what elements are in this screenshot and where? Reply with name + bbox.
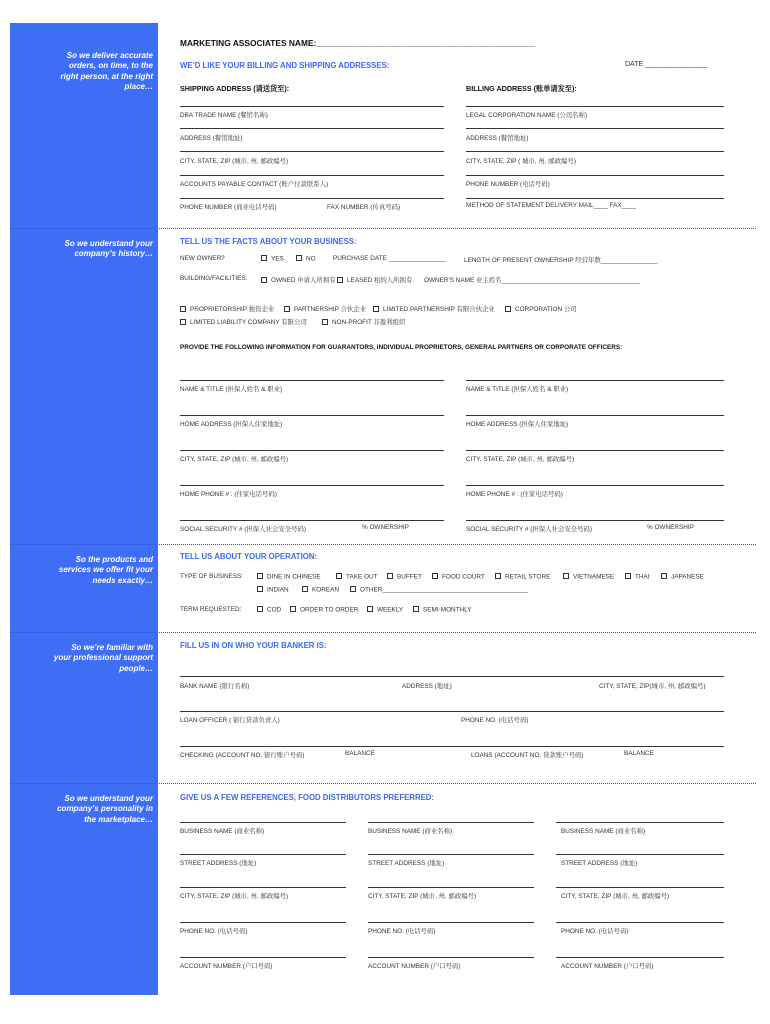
section-divider <box>10 783 756 784</box>
form-line <box>180 106 444 107</box>
guarantor2-ownership-field[interactable]: % OWNERSHIP <box>647 524 694 531</box>
form-line <box>180 822 346 823</box>
billing-section-title: WE’D LIKE YOUR BILLING AND SHIPPING ADDRESSES: <box>180 61 390 70</box>
loans-account-field[interactable]: LOANS (ACCOUNT NO. 贷款账户号码) <box>471 752 584 759</box>
ref1-street-field[interactable]: STREET ADDRESS (地址) <box>180 860 257 867</box>
checkbox-icon[interactable] <box>296 255 302 261</box>
checkbox-icon[interactable] <box>336 573 342 579</box>
shipping-address-heading: SHIPPING ADDRESS (请送货至): <box>180 84 290 93</box>
guarantor1-address-field[interactable]: HOME ADDRESS (担保人住家地址) <box>180 421 283 428</box>
sidebar-blurb-personality: So we understand your company’s personality in the marketplace… <box>57 794 153 824</box>
form-line <box>466 415 724 416</box>
new-owner-yes-option[interactable]: YES <box>261 255 284 263</box>
form-line <box>180 415 444 416</box>
form-line <box>180 450 444 451</box>
form-line <box>180 380 444 381</box>
checkbox-icon[interactable] <box>367 606 373 612</box>
banker-section-title: FILL US IN ON WHO YOUR BANKER IS: <box>180 641 327 650</box>
form-line <box>368 822 534 823</box>
checkbox-icon[interactable] <box>432 573 438 579</box>
form-line <box>180 520 444 521</box>
checkbox-icon[interactable] <box>180 306 186 312</box>
sidebar-blurb-products: So the products and services we offer fit your needs exactly… <box>58 555 153 585</box>
entity-limited-partnership-option[interactable]: LIMITED PARTNERSHIP 有限合伙企业 <box>373 304 495 313</box>
form-line <box>556 887 724 888</box>
billing-address-field[interactable]: ADDRESS (餐馆地址) <box>466 135 529 142</box>
checkbox-icon[interactable] <box>413 606 419 612</box>
entity-nonprofit-option[interactable]: NON-PROFIT 非盈利组织 <box>322 317 405 326</box>
shipping-city-field[interactable]: CITY, STATE, ZIP (城市, 州, 邮政编号) <box>180 158 289 165</box>
billing-address-heading: BILLING ADDRESS (账单请发至): <box>466 84 577 93</box>
ref1-phone-field[interactable]: PHONE NO. (电话号码) <box>180 928 248 935</box>
form-line <box>180 128 444 129</box>
form-line <box>466 175 724 176</box>
form-line <box>180 151 444 152</box>
purchase-date-field[interactable]: PURCHASE DATE ________________ <box>333 255 446 262</box>
checkbox-icon[interactable] <box>373 306 379 312</box>
bank-address-field[interactable]: ADDRESS (地址) <box>402 683 452 690</box>
form-line <box>368 922 534 923</box>
ref3-account-field[interactable]: ACCOUNT NUMBER (户口号码) <box>561 963 654 970</box>
type-retail-store-option[interactable]: RETAIL STORE <box>495 573 550 581</box>
entity-corporation-option[interactable]: CORPORATION 公司 <box>505 304 577 313</box>
entity-proprietorship-option[interactable]: PROPRIETORSHIP 独资企业 <box>180 304 274 313</box>
references-section-title: GIVE US A FEW REFERENCES, FOOD DISTRIBUTORS PREFERRED: <box>180 793 434 802</box>
term-semi-monthly-option[interactable]: SEMI-MONTHLY <box>413 606 472 614</box>
form-line <box>466 128 724 129</box>
ref2-street-field[interactable]: STREET ADDRESS (地址) <box>368 860 445 867</box>
type-take-out-option[interactable]: TAKE OUT <box>336 573 377 581</box>
entity-llc-option[interactable]: LIMITED LIABILITY COMPANY 有限公司 <box>180 317 307 326</box>
sidebar-blurb-delivery: So we deliver accurate orders, on time, to the right person, at the right place… <box>60 51 153 92</box>
checkbox-icon[interactable] <box>290 606 296 612</box>
section-divider <box>10 228 756 229</box>
type-vietnamese-option[interactable]: VIETNAMESE <box>563 573 614 581</box>
checkbox-icon[interactable] <box>257 586 263 592</box>
type-buffet-option[interactable]: BUFFET <box>387 573 422 581</box>
guarantor2-name-field[interactable]: NAME & TITLE (担保人姓名 & 职业) <box>466 386 569 393</box>
form-line <box>180 922 346 923</box>
legal-corporation-field[interactable]: LEGAL CORPORATION NAME (公司名称) <box>466 112 588 119</box>
checkbox-icon[interactable] <box>261 255 267 261</box>
form-line <box>466 520 724 521</box>
guarantor2-address-field[interactable]: HOME ADDRESS (担保人住家地址) <box>466 421 569 428</box>
bank-city-field[interactable]: CITY, STATE, ZIP(城市, 州, 邮政编号) <box>599 683 706 690</box>
form-line <box>368 854 534 855</box>
loans-balance-field[interactable]: BALANCE <box>624 750 654 757</box>
ref3-phone-field[interactable]: PHONE NO. (电话号码) <box>561 928 629 935</box>
ref1-account-field[interactable]: ACCOUNT NUMBER (户口号码) <box>180 963 273 970</box>
operation-section-title: TELL US ABOUT YOUR OPERATION: <box>180 552 318 561</box>
checkbox-icon[interactable] <box>350 586 356 592</box>
building-owned-option[interactable]: OWNED 申请人所拥有 <box>261 275 336 284</box>
bank-phone-field[interactable]: PHONE NO. (电话号码) <box>461 717 529 724</box>
guarantor1-phone-field[interactable]: HOME PHONE # : (住家电话号码) <box>180 491 277 498</box>
checkbox-icon[interactable] <box>302 586 308 592</box>
building-leased-option[interactable]: LEASED 租的人所拥有 <box>337 275 412 284</box>
term-requested-label: TERM REQUESTED: <box>180 606 242 613</box>
section-divider <box>10 632 756 633</box>
form-line <box>368 957 534 958</box>
guarantor2-ssn-field[interactable]: SOCIAL SECURITY # (担保人社会安全号码) <box>466 526 593 533</box>
form-line <box>466 450 724 451</box>
form-line <box>466 106 724 107</box>
form-line <box>180 711 724 712</box>
checkbox-icon[interactable] <box>284 306 290 312</box>
checkbox-icon[interactable] <box>625 573 631 579</box>
checkbox-icon[interactable] <box>563 573 569 579</box>
form-line <box>556 957 724 958</box>
guarantor1-name-field[interactable]: NAME & TITLE (担保人姓名 & 职业) <box>180 386 283 393</box>
form-line <box>556 854 724 855</box>
sidebar-panel <box>10 23 158 995</box>
checkbox-icon[interactable] <box>322 319 328 325</box>
type-other-option[interactable]: OTHER_________________________________________ <box>350 586 528 594</box>
type-korean-option[interactable]: KOREAN <box>302 586 339 594</box>
form-line <box>368 887 534 888</box>
type-japanese-option[interactable]: JAPANESE <box>661 573 704 581</box>
guarantor1-ownership-field[interactable]: % OWNERSHIP <box>362 524 409 531</box>
form-line <box>556 922 724 923</box>
form-line <box>180 746 724 747</box>
form-line <box>556 822 724 823</box>
type-food-court-option[interactable]: FOOD COURT <box>432 573 485 581</box>
term-order-to-order-option[interactable]: ORDER TO ORDER <box>290 606 358 614</box>
checking-account-field[interactable]: CHECKING (ACCOUNT NO. 银行账户号码) <box>180 752 305 759</box>
billing-city-field[interactable]: CITY, STATE, ZIP ( 城市, 州, 邮政编号) <box>466 158 576 165</box>
type-dine-in-option[interactable]: DINE IN CHINESE <box>257 573 321 581</box>
checkbox-icon[interactable] <box>257 606 263 612</box>
guarantor2-phone-field[interactable]: HOME PHONE # : (住家电话号码) <box>466 491 563 498</box>
term-weekly-option[interactable]: WEEKLY <box>367 606 403 614</box>
form-line <box>180 957 346 958</box>
shipping-address-field[interactable]: ADDRESS (餐馆地址) <box>180 135 243 142</box>
form-line <box>180 198 444 199</box>
ref3-street-field[interactable]: STREET ADDRESS (地址) <box>561 860 638 867</box>
form-line <box>180 676 724 677</box>
checkbox-icon[interactable] <box>505 306 511 312</box>
billing-phone-field[interactable]: PHONE NUMBER (电话号码) <box>466 181 550 188</box>
checking-balance-field[interactable]: BALANCE <box>345 750 375 757</box>
guarantor-instructions: PROVIDE THE FOLLOWING INFORMATION FOR GUARANTORS, INDIVIDUAL PROPRIETORS, GENERAL PARTNERS OR CORPORATE OFFICERS: <box>180 344 623 351</box>
form-line <box>180 175 444 176</box>
entity-partnership-option[interactable]: PARTNERSHIP 合伙企业 <box>284 304 366 313</box>
ref1-city-field[interactable]: CITY, STATE, ZIP (城市, 州, 邮政编号) <box>180 893 289 900</box>
facts-section-title: TELL US THE FACTS ABOUT YOUR BUSINESS: <box>180 237 357 246</box>
guarantor2-city-field[interactable]: CITY, STATE, ZIP (城市, 州, 邮政编号) <box>466 456 575 463</box>
bank-name-field[interactable]: BANK NAME (银行名称) <box>180 683 250 690</box>
form-line <box>180 485 444 486</box>
ref2-business-name-field[interactable]: BUSINESS NAME (商业名称) <box>368 828 453 835</box>
sidebar-blurb-support: So we’re familiar with your professional support people… <box>53 643 153 673</box>
new-owner-no-option[interactable]: NO <box>296 255 316 263</box>
ref2-city-field[interactable]: CITY, STATE, ZIP (城市, 州, 邮政编号) <box>368 893 477 900</box>
type-thai-option[interactable]: THAI <box>625 573 650 581</box>
business-phone-field[interactable]: PHONE NUMBER (商业电话号码) <box>180 204 277 211</box>
checkbox-icon[interactable] <box>257 573 263 579</box>
associate-name-field[interactable]: MARKETING ASSOCIATES NAME:_______________________________________________ <box>180 38 536 48</box>
sidebar-blurb-history: So we understand your company’s history… <box>64 239 153 259</box>
checkbox-icon[interactable] <box>261 277 267 283</box>
ref1-business-name-field[interactable]: BUSINESS NAME (商业名称) <box>180 828 265 835</box>
business-type-label: TYPE OF BUSINESS: <box>180 573 244 580</box>
guarantor1-ssn-field[interactable]: SOCIAL SECURITY # (担保人社会安全号码) <box>180 526 307 533</box>
form-line <box>180 854 346 855</box>
form-line <box>466 198 724 199</box>
type-indian-option[interactable]: INDIAN <box>257 586 289 594</box>
new-owner-label: NEW OWNER? <box>180 255 225 262</box>
checkbox-icon[interactable] <box>180 319 186 325</box>
ref2-account-field[interactable]: ACCOUNT NUMBER (户口号码) <box>368 963 461 970</box>
fax-number-field[interactable]: FAX NUMBER (传真号码) <box>327 204 401 211</box>
ap-contact-field[interactable]: ACCOUNTS PAYABLE CONTACT (账户付款联系人) <box>180 181 329 188</box>
guarantor1-city-field[interactable]: CITY, STATE, ZIP (城市, 州, 邮政编号) <box>180 456 289 463</box>
ref3-city-field[interactable]: CITY, STATE, ZIP (城市, 州, 邮政编号) <box>561 893 670 900</box>
building-facilities-label: BUILDING/FACILITIES: <box>180 275 248 282</box>
checkbox-icon[interactable] <box>387 573 393 579</box>
ownership-length-field[interactable]: LENGTH OF PRESENT OWNERSHIP 经营年数________________ <box>464 257 658 264</box>
ref2-phone-field[interactable]: PHONE NO. (电话号码) <box>368 928 436 935</box>
checkbox-icon[interactable] <box>495 573 501 579</box>
loan-officer-field[interactable]: LOAN OFFICER ( 银行贷款负责人) <box>180 717 280 724</box>
section-divider <box>10 544 756 545</box>
owners-name-field[interactable]: OWNER'S NAME 业主姓名_______________________________________ <box>424 277 641 284</box>
form-line <box>466 380 724 381</box>
statement-delivery-field[interactable]: METHOD OF STATEMENT DELIVERY MAIL____ FAX____ <box>466 202 636 209</box>
checkbox-icon[interactable] <box>337 277 343 283</box>
term-cod-option[interactable]: COD <box>257 606 281 614</box>
checkbox-icon[interactable] <box>661 573 667 579</box>
ref3-business-name-field[interactable]: BUSINESS NAME (商业名称) <box>561 828 646 835</box>
form-line <box>466 151 724 152</box>
dba-trade-name-field[interactable]: DBA TRADE NAME (餐馆名称) <box>180 112 268 119</box>
date-field[interactable]: DATE ________________ <box>625 61 708 68</box>
form-line <box>466 485 724 486</box>
form-line <box>180 887 346 888</box>
